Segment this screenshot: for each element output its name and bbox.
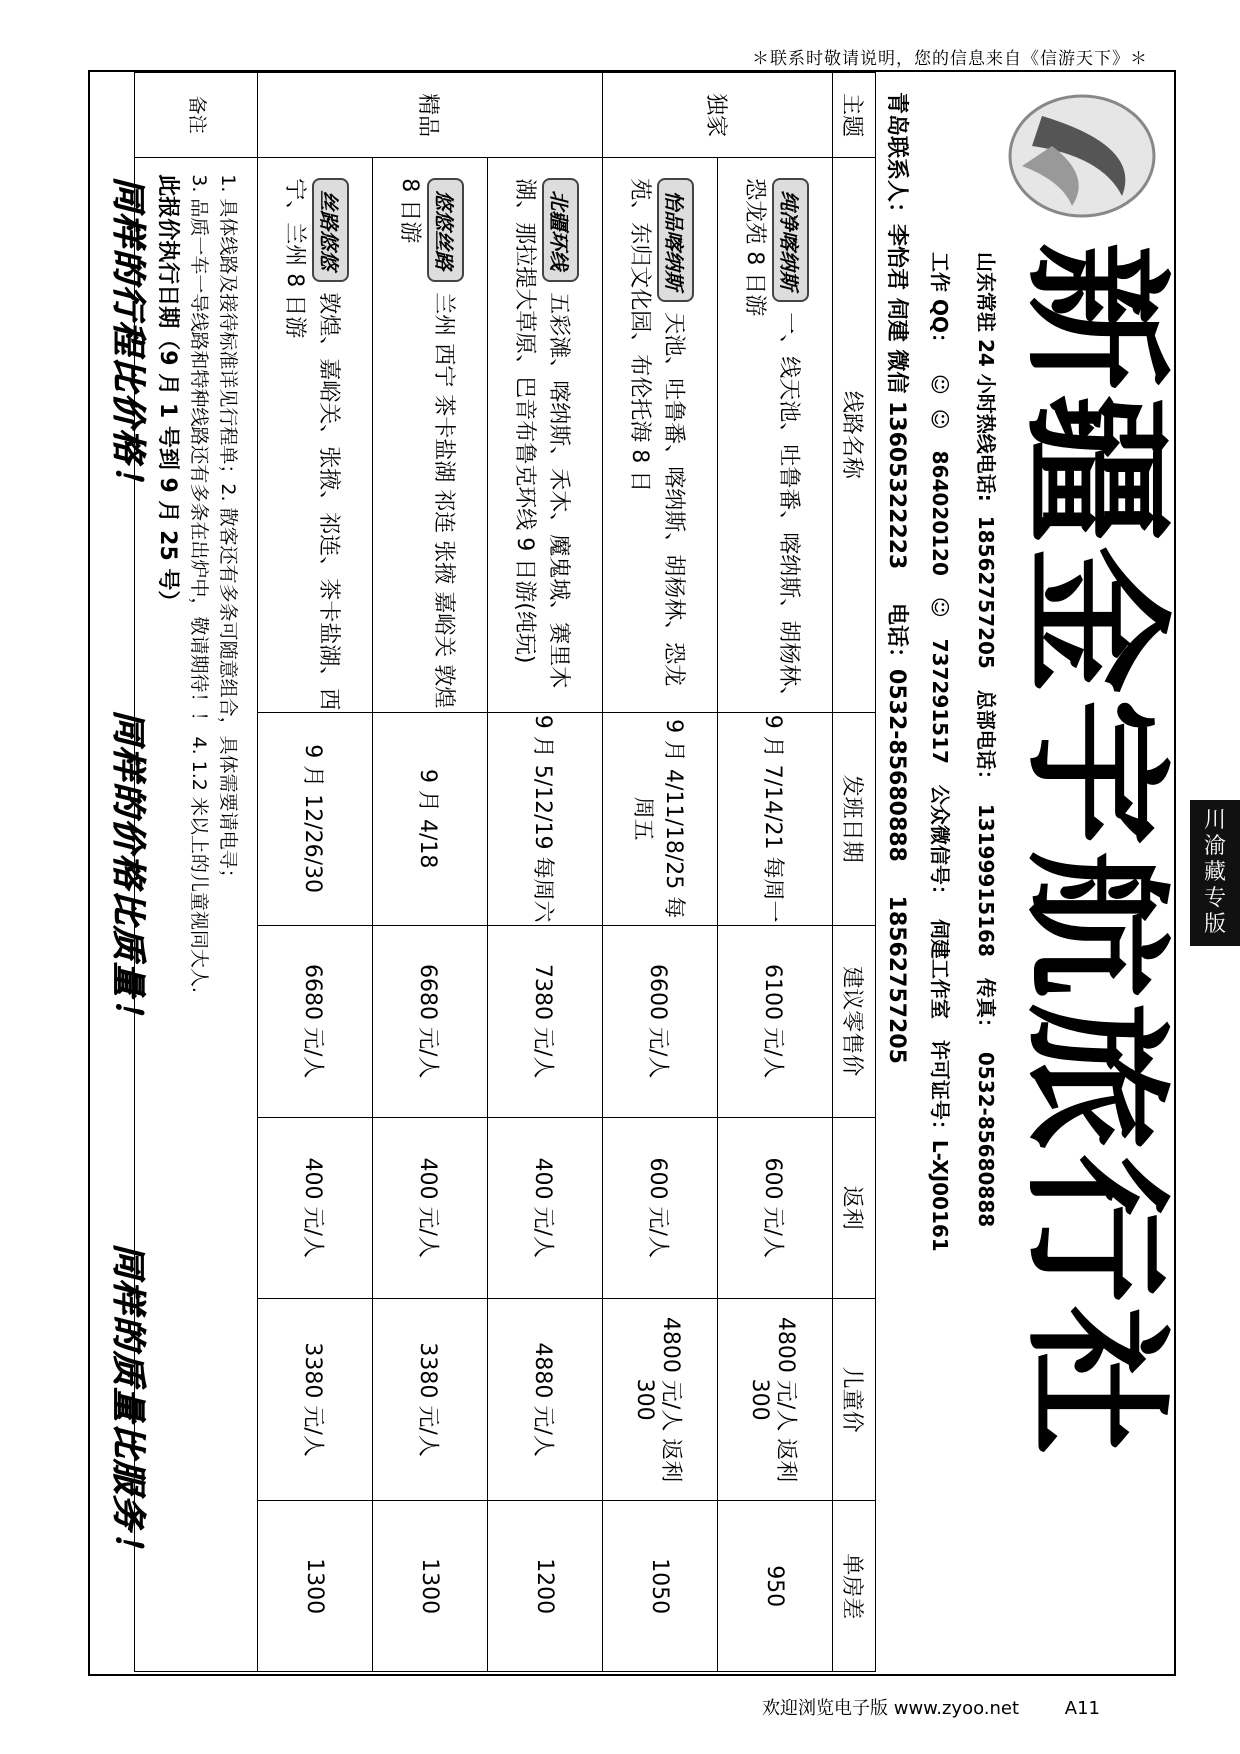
contact-line-1 xyxy=(973,252,1002,1241)
child-price-cell: 4800 元/人 返利 300 xyxy=(718,1298,833,1501)
slogan: 同样的价格比质量！ xyxy=(108,709,149,1034)
side-tab-char: 版 xyxy=(1203,911,1226,937)
single-room-cell: 1300 xyxy=(258,1501,373,1672)
contact-person: 青岛联系人：李怡君 伺建 微信 13605322223 xyxy=(884,92,909,570)
single-room-cell: 950 xyxy=(718,1501,833,1672)
price-cell: 6600 元/人 xyxy=(603,925,718,1117)
route-cell xyxy=(373,158,488,712)
side-tab xyxy=(1190,800,1240,946)
child-price-cell: 3380 元/人 xyxy=(373,1298,488,1501)
theme-cell: 精品 xyxy=(258,73,603,158)
fax: 0532-85680888 xyxy=(974,1051,998,1228)
rebate-cell: 600 元/人 xyxy=(603,1117,718,1298)
side-tab-char: 专 xyxy=(1203,885,1226,911)
office-phone: 电话：0532-85680888 xyxy=(884,603,909,862)
column-header: 返利 xyxy=(833,1117,876,1298)
route-name: 天池、吐鲁番、喀纳斯、胡杨林、恐龙苑、东归文化园、布伦托海 8 日 xyxy=(627,178,686,687)
route-cell xyxy=(603,158,718,712)
column-header: 发班日期 xyxy=(833,712,876,925)
price-cell: 6680 元/人 xyxy=(373,925,488,1117)
qq-icon: ☺ xyxy=(928,373,952,395)
table-header-row xyxy=(833,73,876,1672)
footer xyxy=(762,1694,1100,1720)
date-cell: 9 月 12/26/30 xyxy=(258,712,373,925)
table-row xyxy=(258,73,373,1672)
table-row xyxy=(603,73,718,1672)
route-name: 兰州 西宁 茶卡盐湖 祁连 张掖 嘉峪关 敦煌 8 日游 xyxy=(397,178,456,709)
route-badge: 丝路悠悠 xyxy=(312,178,349,282)
hotline: 18562757205 xyxy=(974,515,998,669)
child-price-cell: 4800 元/人 返利 300 xyxy=(603,1298,718,1501)
slogan: 同样的行程比价格！ xyxy=(108,176,149,501)
price-cell: 6100 元/人 xyxy=(718,925,833,1117)
date-cell: 9 月 7/14/21 每周一 xyxy=(718,712,833,925)
qq-icon: ☺ xyxy=(928,596,952,618)
child-price-cell: 3380 元/人 xyxy=(258,1298,373,1501)
column-header: 线路名称 xyxy=(833,158,876,712)
price-table xyxy=(90,72,876,1672)
remark-line: 3. 品质一车一导线路和特种线路还有多条在出炉中，敬请期待！！ 4. 1.2 米以上的儿童视同大人. xyxy=(188,174,211,993)
rebate-cell: 400 元/人 xyxy=(258,1117,373,1298)
side-tab-char: 藏 xyxy=(1203,860,1226,886)
side-tab-char: 渝 xyxy=(1203,834,1226,860)
hq-label: 总部电话： xyxy=(974,689,998,790)
contact-line-2 xyxy=(927,252,956,1266)
column-header: 主题 xyxy=(833,73,876,158)
qq-icon: ☺ xyxy=(928,408,952,430)
license: 许可证号：L-XJ00161 xyxy=(928,1039,952,1252)
date-cell: 9 月 5/12/19 每周六 xyxy=(488,712,603,925)
theme-cell: 独家 xyxy=(603,73,833,158)
slogan-bar xyxy=(90,72,174,1672)
qq-2: 737291517 xyxy=(928,638,952,764)
page-number: A11 xyxy=(1064,1698,1100,1719)
company-logo xyxy=(1002,86,1162,226)
column-header: 单房差 xyxy=(833,1501,876,1672)
rebate-cell: 400 元/人 xyxy=(373,1117,488,1298)
remark-line: 1. 具体线路及接待标准详见行程单；2. 散客还有多条可随意组合，具体需要请电寻； xyxy=(217,174,240,888)
rotated-sheet xyxy=(90,72,1183,1672)
table-row xyxy=(488,73,603,1672)
wechat: 伺建工作室 xyxy=(928,918,952,1019)
date-cell: 9 月 4/11/18/25 每周五 xyxy=(603,712,718,925)
company-title: 新疆金宇航旅行社 xyxy=(1009,242,1183,1458)
route-badge: 怡品喀纳斯 xyxy=(657,178,694,302)
route-name: 一、线天池、吐鲁番、喀纳斯、胡杨林、恐龙苑 8 日游 xyxy=(742,178,801,709)
hq-phone: 13199915168 xyxy=(974,803,998,957)
single-room-cell: 1300 xyxy=(373,1501,488,1672)
route-badge: 纯净喀纳斯 xyxy=(772,178,809,302)
route-badge: 悠悠丝路 xyxy=(427,178,464,282)
slogan: 同样的质量比服务！ xyxy=(108,1243,149,1568)
route-name: 五彩滩、喀纳斯、禾木、魔鬼城、赛里木湖、那拉提大草原、巴音布鲁克环线 9 日游(纯玩) xyxy=(512,178,571,689)
fax-label: 传真： xyxy=(974,977,998,1038)
wechat-label: 公众微信号： xyxy=(928,784,952,905)
contact-line-3 xyxy=(883,92,914,1090)
qq-1: 864020120 xyxy=(928,450,952,576)
child-price-cell: 4880 元/人 xyxy=(488,1298,603,1501)
route-name: 敦煌、嘉峪关、张掖、祁连、茶卡盐湖、西宁、兰州 8 日游 xyxy=(282,178,341,711)
top-note: ＊联系时敬请说明，您的信息来自《信游天下》＊ xyxy=(752,49,1148,69)
footer-text: 欢迎浏览电子版 www.zyoo.net xyxy=(762,1698,1020,1719)
column-header: 建议零售价 xyxy=(833,925,876,1117)
single-room-cell: 1200 xyxy=(488,1501,603,1672)
date-cell: 9 月 4/18 xyxy=(373,712,488,925)
route-cell xyxy=(258,158,373,712)
rebate-cell: 400 元/人 xyxy=(488,1117,603,1298)
single-room-cell: 1050 xyxy=(603,1501,718,1672)
route-cell xyxy=(488,158,603,712)
rebate-cell: 600 元/人 xyxy=(718,1117,833,1298)
route-badge: 北疆环线 xyxy=(542,178,579,282)
qq-label: 工作 QQ： xyxy=(928,252,952,353)
price-cell: 7380 元/人 xyxy=(488,925,603,1117)
remarks-label: 备注 xyxy=(135,73,258,158)
mobile: 18562757205 xyxy=(884,895,909,1064)
table-row xyxy=(718,73,833,1672)
validity-dates: 此报价执行日期（9 月 1 号到 9 月 25 号） xyxy=(154,174,180,613)
price-cell: 6680 元/人 xyxy=(258,925,373,1117)
header xyxy=(884,72,1183,1672)
column-header: 儿童价 xyxy=(833,1298,876,1501)
table-row xyxy=(373,73,488,1672)
route-cell xyxy=(718,158,833,712)
hotline-label: 山东常驻 24 小时热线电话: xyxy=(974,252,998,502)
side-tab-char: 川 xyxy=(1203,808,1226,834)
